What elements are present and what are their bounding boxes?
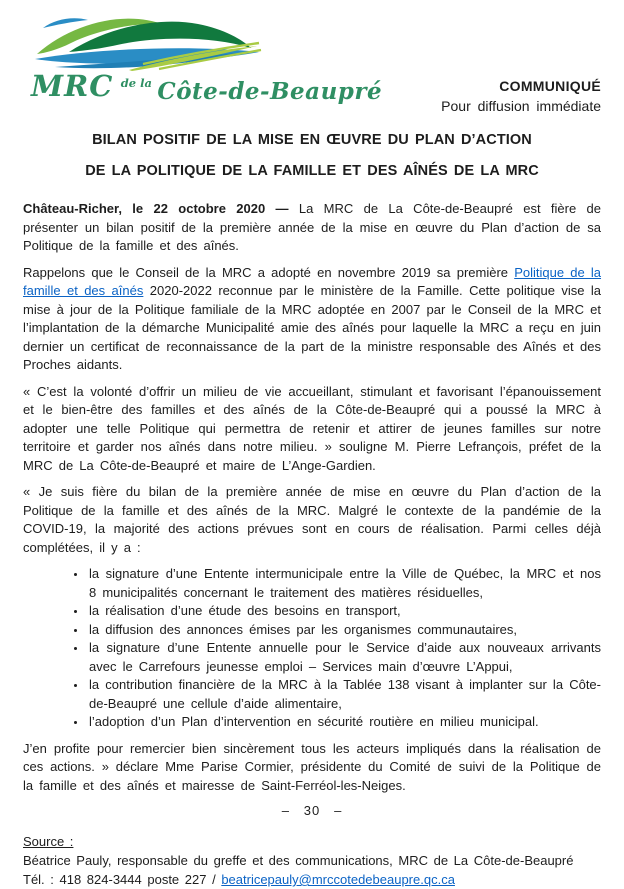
kicker-block (441, 76, 601, 117)
quote-cormier-closing-paragraph: J’en profite pour remercier bien sincèrement tous les acteurs impliqués dans la réalisation de ces actions. » déclare Mme Parise Cormier, présidente du Comité de suivi de la Politique de la famille et des aînés et mairesse de Saint-Ferréol-les-Neiges. (23, 740, 601, 793)
logo-name-text: Côte-de-Beaupré (157, 78, 383, 105)
dateline-paragraph (23, 200, 601, 256)
email-link[interactable]: beatricepauly@mrccotedebeaupre.qc.ca (221, 872, 455, 887)
policy-text-after-link: 2020-2022 reconnue par le ministère de la Famille. Cette politique vise la mise à jour de la Politique familiale de la MRC adoptée en 2007 par le Conseil de la MRC et l’implantation de la démarche Municipalité amie des aînés pour laquelle la MRC a reçu en juin dernier un certificat de reconnaissance de la part de la ministre responsable des Aînés et des Proches aidants. (23, 283, 601, 372)
source-heading: Source : (23, 834, 74, 849)
mrc-logo (31, 12, 383, 105)
policy-text-before-link: Rappelons que le Conseil de la MRC a adopté en novembre 2019 sa première (23, 264, 515, 280)
logo-wordmark (31, 69, 383, 105)
list-item: • l’adoption d’un Plan d’intervention en sécurité routière en milieu municipal. (87, 713, 601, 732)
policy-paragraph (23, 264, 601, 375)
source-block (23, 832, 601, 889)
title-line-1: BILAN POSITIF DE LA MISE EN ŒUVRE DU PLAN D’ACTION (92, 132, 532, 148)
end-of-release-mark: – 30 – (281, 803, 343, 818)
distribution-label: Pour diffusion immédiate (441, 98, 601, 114)
quote-lefrancois-paragraph: « C’est la volonté d’offrir un milieu de vie accueillant, stimulant et favorisant l’épanouissement et le bien-être des familles et des aînés de la Côte-de-Beaupré qui a poussé la MRC à adopter une telle Politique qui permettra de retenir et attirer de jeunes familles sur notre territoire et garder nos aînés dans notre milieu. » souligne M. Pierre Lefrançois, préfet de la MRC de La Côte-de-Beaupré et maire de L’Ange-Gardien. (23, 383, 601, 473)
list-item: • la signature d’une Entente intermunicipale entre la Ville de Québec, la MRC et nos 8 municipalités concernant le traitement des matières résiduelles, (87, 565, 601, 602)
list-item: • la diffusion des annonces émises par les organismes communautaires, (87, 621, 601, 640)
swoosh-shape (43, 18, 88, 28)
list-item: • la réalisation d’une étude des besoins en transport, (87, 602, 601, 621)
source-contact-line: Béatrice Pauly, responsable du greffe et des communications, MRC de La Côte-de-Beaupré (23, 853, 574, 868)
communique-label: COMMUNIQUÉ (499, 78, 601, 94)
phone-number: Tél. : 418 824-3444 poste 227 / (23, 872, 222, 887)
body-text (23, 200, 601, 818)
logo-dela-text: de la (120, 76, 152, 90)
masthead (23, 10, 601, 112)
source-phone-line (23, 870, 601, 889)
title-line-2: DE LA POLITIQUE DE LA FAMILLE ET DES AÎNÉS DE LA MRC (85, 163, 539, 179)
logo-hills-river-icon (31, 12, 265, 72)
completed-actions-list (23, 565, 601, 732)
dateline: Château-Richer, le 22 octobre 2020 — (23, 201, 289, 216)
quote-cormier-intro-paragraph: « Je suis fière du bilan de la première année de mise en œuvre du Plan d’action de la Politique de la famille et des aînés de la MRC. Malgré le contexte de la pandémie de la COVID-19, la majorité des actions prévues sont en cours de réalisation. Parmi celles déjà complétées, il y a : (23, 484, 601, 555)
document-title (23, 132, 601, 180)
list-item: • la signature d’une Entente annuelle pour le Service d’aide aux nouveaux arrivants avec le Carrefours jeunesse emploi – Services main d’œuvre L’Appui, (87, 639, 601, 676)
list-item: • la contribution financière de la MRC à la Tablée 138 visant à implanter sur la Côte-de-Beaupré une cellule d’aide alimentaire, (87, 676, 601, 713)
logo-mrc-text: MRC (31, 69, 114, 103)
politique-famille-aines-link[interactable]: Politique de la famille et des aînés (23, 264, 602, 298)
dateline-rest: La MRC de La Côte-de-Beaupré est fière de présenter un bilan positif de la première année de la mise en œuvre du Plan d’action de sa Politique de la famille et des aînés. (23, 201, 601, 253)
